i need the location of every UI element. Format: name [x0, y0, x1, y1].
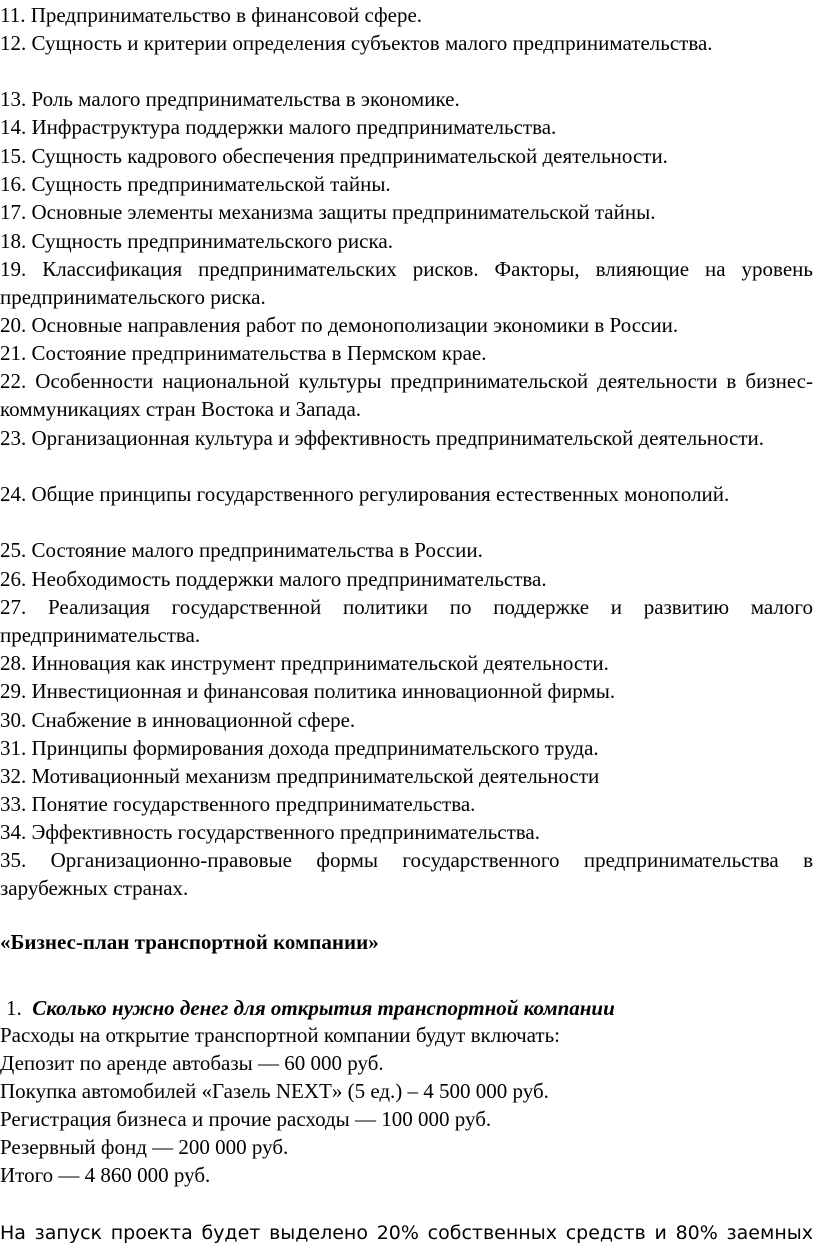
topic-26: 26. Необходимость поддержки малого предпринимательства. [0, 567, 547, 591]
topic-33: 33. Понятие государственного предпринимательства. [0, 792, 476, 816]
section-title: «Бизнес-план транспортной компании» [0, 930, 379, 954]
topic-25: 25. Состояние малого предпринимательства в России. [0, 538, 483, 562]
topic-13: 13. Роль малого предпринимательства в экономике. [0, 87, 460, 111]
topic-30: 30. Снабжение в инновационной сфере. [0, 708, 356, 732]
funding-paragraph: На запуск проекта будет выделено 20% собственных средств и 80% заемных [0, 1222, 813, 1244]
topic-17: 17. Основные элементы механизма защиты предпринимательской тайны. [0, 200, 656, 224]
expense-vehicles: Покупка автомобилей «Газель NEXT» (5 ед.) – 4 500 000 руб. [0, 1079, 549, 1103]
expense-reserve: Резервный фонд — 200 000 руб. [0, 1135, 289, 1159]
subsection-title: Сколько нужно денег для открытия транспортной компании [32, 996, 615, 1020]
expense-deposit: Депозит по аренде автобазы — 60 000 руб. [0, 1051, 384, 1075]
topic-19: 19. Классификация предпринимательских рисков. Факторы, влияющие на уровень предпринимательского риска. [0, 257, 813, 310]
topic-20: 20. Основные направления работ по демонополизации экономики в России. [0, 313, 679, 337]
topic-28: 28. Инновация как инструмент предпринимательской деятельности. [0, 651, 609, 675]
topic-21: 21. Состояние предпринимательства в Пермском крае. [0, 341, 487, 365]
subsection-number: 1. [6, 996, 22, 1020]
topic-16: 16. Сущность предпринимательской тайны. [0, 172, 391, 196]
subsection-heading [6, 994, 615, 1022]
expense-registration: Регистрация бизнеса и прочие расходы — 100 000 руб. [0, 1107, 492, 1131]
topic-23: 23. Организационная культура и эффективность предпринимательской деятельности. [0, 426, 765, 450]
topic-15: 15. Сущность кадрового обеспечения предпринимательской деятельности. [0, 144, 668, 168]
topic-29: 29. Инвестиционная и финансовая политика инновационной фирмы. [0, 679, 616, 703]
topic-22: 22. Особенности национальной культуры предпринимательской деятельности в бизнес-коммуникациях стран Востока и Запада. [0, 369, 813, 422]
topic-11: 11. Предпринимательство в финансовой сфере. [0, 3, 423, 27]
topic-27: 27. Реализация государственной политики по поддержке и развитию малого предпринимательства. [0, 595, 813, 648]
topic-24: 24. Общие принципы государственного регулирования естественных монополий. [0, 482, 730, 506]
topic-14: 14. Инфраструктура поддержки малого предпринимательства. [0, 115, 557, 139]
topic-35: 35. Организационно-правовые формы государственного предпринимательства в зарубежных странах. [0, 848, 813, 901]
expense-total: Итого — 4 860 000 руб. [0, 1163, 211, 1187]
topic-18: 18. Сущность предпринимательского риска. [0, 229, 393, 253]
topic-34: 34. Эффективность государственного предпринимательства. [0, 820, 540, 844]
expenses-intro: Расходы на открытие транспортной компании будут включать: [0, 1023, 561, 1047]
topic-12: 12. Сущность и критерии определения субъектов малого предпринимательства. [0, 31, 713, 55]
topic-31: 31. Принципы формирования дохода предпринимательского труда. [0, 736, 599, 760]
topic-32: 32. Мотивационный механизм предпринимательской деятельности [0, 764, 600, 788]
